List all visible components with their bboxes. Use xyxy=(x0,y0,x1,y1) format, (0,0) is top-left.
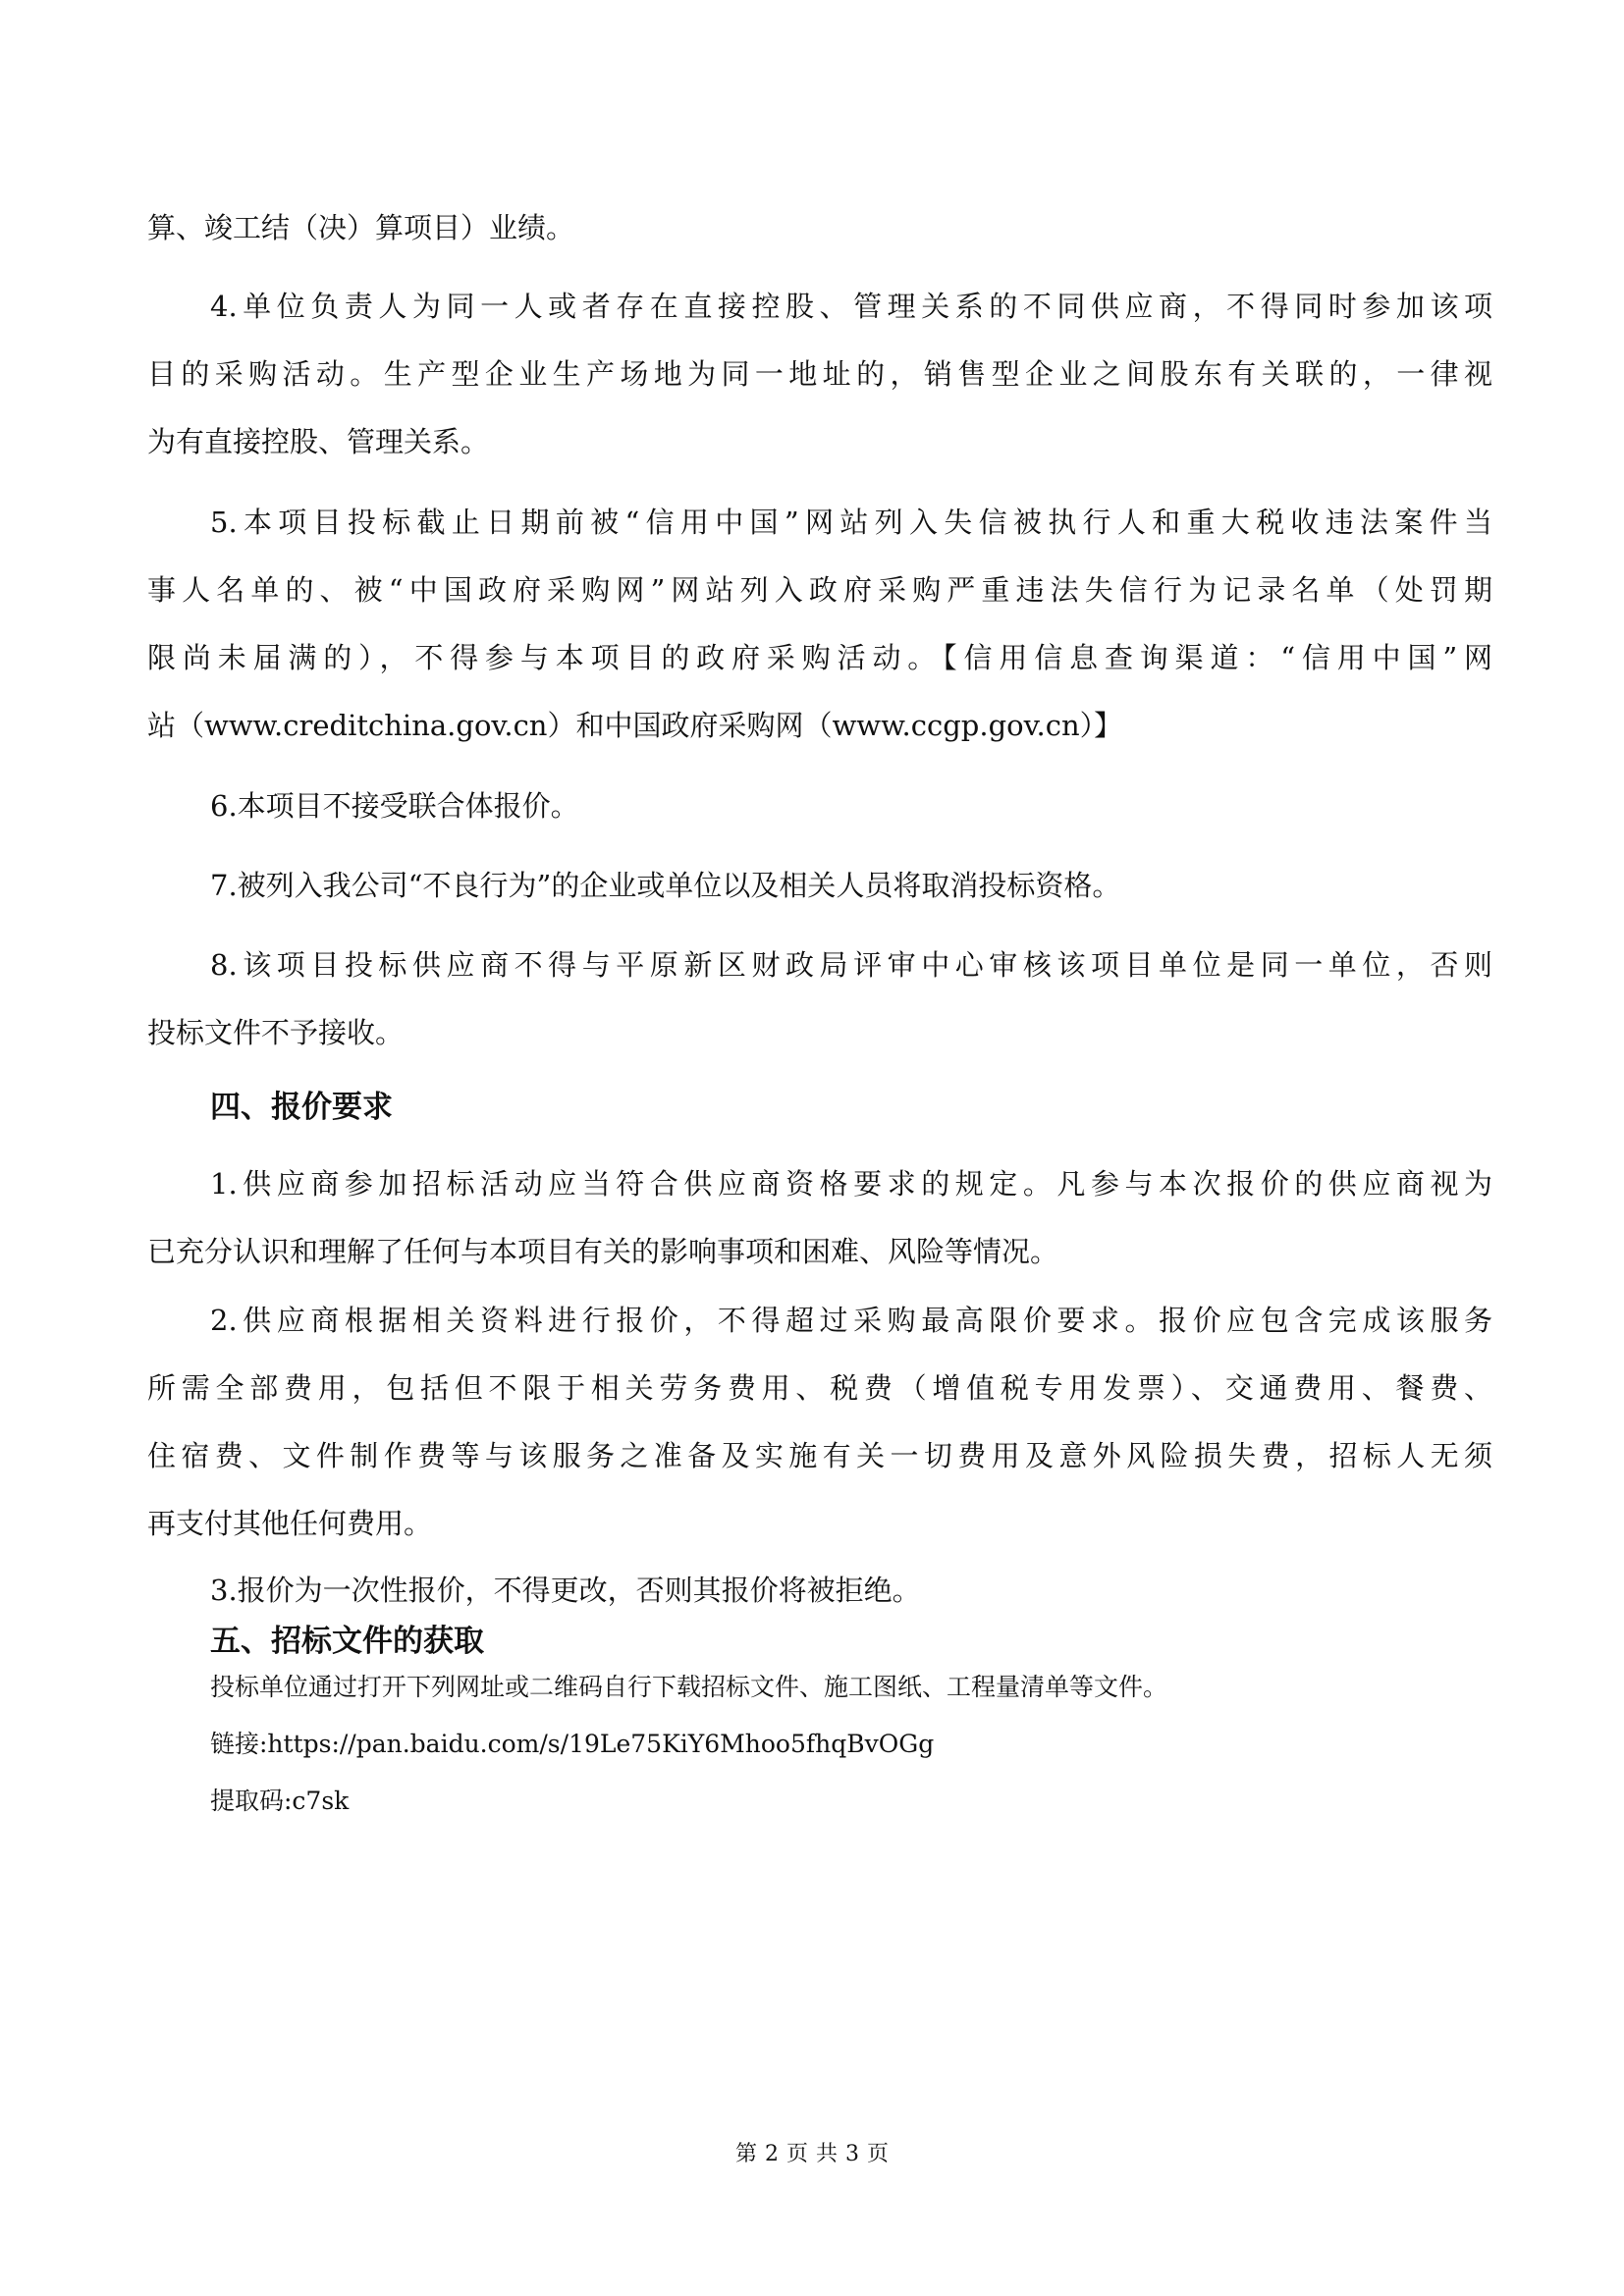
paragraph-line: 限尚未届满的），不得参与本项目的政府采购活动。【信用信息查询渠道：“信用中国”网 xyxy=(147,641,1492,674)
footer-text: 第 xyxy=(734,2142,757,2166)
page-number: 2 xyxy=(764,2142,779,2166)
footer-text: 共 xyxy=(816,2142,839,2166)
paragraph-line: 5.本项目投标截止日期前被“信用中国”网站列入失信被执行人和重大税收违法案件当 xyxy=(210,506,1492,539)
page-footer xyxy=(0,2140,1624,2169)
download-instruction: 投标单位通过打开下列网址或二维码自行下载招标文件、施工图纸、工程量清单等文件。 xyxy=(210,1673,1168,1701)
paragraph-line: 8.该项目投标供应商不得与平原新区财政局评审中心审核该项目单位是同一单位，否则 xyxy=(210,948,1492,982)
paragraph-7: 7.被列入我公司“不良行为”的企业或单位以及相关人员将取消投标资格。 xyxy=(210,869,1121,902)
paragraph-line: 已充分认识和理解了任何与本项目有关的影响事项和困难、风险等情况。 xyxy=(147,1235,1059,1268)
paragraph-line: 住宿费、文件制作费等与该服务之准备及实施有关一切费用及意外风险损失费，招标人无须 xyxy=(147,1439,1492,1472)
download-link[interactable]: 链接:https://pan.baidu.com/s/19Le75KiY6Mhoo5fhqBvOGg xyxy=(210,1730,935,1758)
page-total: 3 xyxy=(845,2142,860,2166)
extraction-code: 提取码:c7sk xyxy=(210,1787,350,1815)
section-heading-5: 五、招标文件的获取 xyxy=(210,1624,484,1659)
section-heading-4: 四、报价要求 xyxy=(210,1090,393,1125)
paragraph-line: 目的采购活动。生产型企业生产场地为同一地址的，销售型企业之间股东有关联的，一律视 xyxy=(147,357,1492,391)
paragraph-line: 所需全部费用，包括但不限于相关劳务费用、税费（增值税专用发票）、交通费用、餐费、 xyxy=(147,1371,1492,1405)
paragraph-line: 1.供应商参加招标活动应当符合供应商资格要求的规定。凡参与本次报价的供应商视为 xyxy=(210,1167,1492,1201)
footer-text: 页 xyxy=(785,2142,808,2166)
paragraph-line: 投标文件不予接收。 xyxy=(147,1016,405,1049)
footer-text: 页 xyxy=(867,2142,890,2166)
paragraph-line: 再支付其他任何费用。 xyxy=(147,1507,433,1540)
paragraph-line: 2.供应商根据相关资料进行报价，不得超过采购最高限价要求。报价应包含完成该服务 xyxy=(210,1304,1492,1337)
continuation-line: 算、竣工结（决）算项目）业绩。 xyxy=(147,211,575,244)
quote-item-3: 3.报价为一次性报价，不得更改，否则其报价将被拒绝。 xyxy=(210,1574,921,1607)
paragraph-6: 6.本项目不接受联合体报价。 xyxy=(210,789,579,823)
paragraph-line: 站（www.creditchina.gov.cn）和中国政府采购网（www.ccgp.gov.cn）】 xyxy=(147,709,1123,742)
paragraph-line: 为有直接控股、管理关系。 xyxy=(147,425,490,458)
paragraph-line: 事人名单的、被“中国政府采购网”网站列入政府采购严重违法失信行为记录名单（处罚期 xyxy=(147,573,1492,607)
paragraph-line: 4.单位负责人为同一人或者存在直接控股、管理关系的不同供应商，不得同时参加该项 xyxy=(210,290,1492,323)
